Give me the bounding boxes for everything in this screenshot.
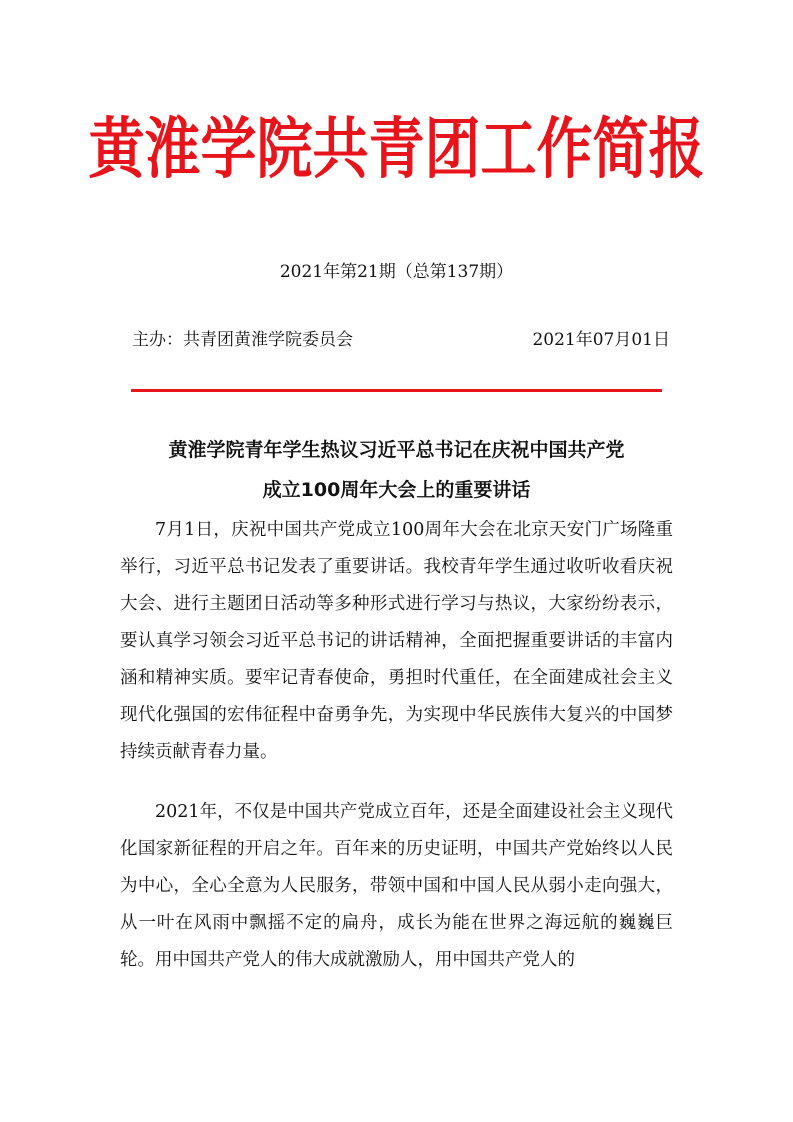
masthead-title: 黄淮学院共青团工作简报 <box>88 111 705 189</box>
sponsor-text: 主办：共青团黄淮学院委员会 <box>132 330 353 350</box>
article-title-line-1: 黄淮学院青年学生热议习近平总书记在庆祝中国共产党 <box>168 439 625 461</box>
article-paragraph: 7月1日，庆祝中国共产党成立100周年大会在北京天安门广场隆重举行，习近平总书记发表了重要讲话。我校青年学生通过收听收看庆祝大会、进行主题团日活动等多种形式进行学习与热议，大家纷纷表示，要认真学习领会习近平总书记的讲话精神，全面把握重要讲话的丰富内涵和精神实质。要牢记青春使命，勇担时代重任，在全面建成社会主义现代化强国的宏伟征程中奋勇争先，为实现中华民族伟大复兴的中国梦持续贡献青春力量。 <box>120 520 673 762</box>
sponsor-date-row <box>132 326 670 354</box>
header-divider <box>131 389 662 392</box>
article-paragraph: 2021年，不仅是中国共产党成立百年，还是全面建设社会主义现代化国家新征程的开启之年。百年来的历史证明，中国共产党始终以人民为中心，全心全意为人民服务，带领中国和中国人民从弱小走向强大，从一叶在风雨中飘摇不定的扁舟，成长为能在世界之海远航的巍巍巨轮。用中国共产党人的伟大成就激励人，用中国共产党人的 <box>120 802 673 970</box>
article-title <box>120 430 673 510</box>
article-title-line-2: 成立100周年大会上的重要讲话 <box>262 479 531 501</box>
article-body <box>120 512 673 979</box>
publish-date: 2021年07月01日 <box>532 330 670 350</box>
issue-number: 2021年第21期（总第137期） <box>279 262 514 282</box>
